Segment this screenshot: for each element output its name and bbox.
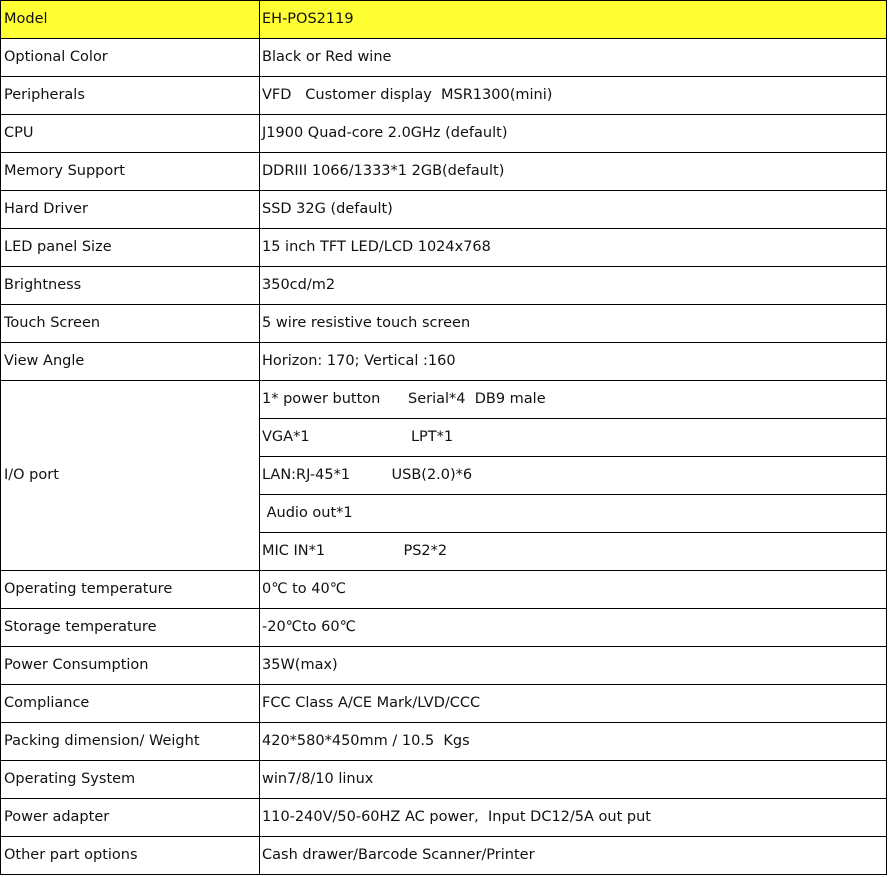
spec-value: Black or Red wine: [260, 39, 887, 77]
spec-label: Memory Support: [1, 153, 260, 191]
spec-label: Other part options: [1, 837, 260, 875]
spec-row: [1, 153, 887, 191]
spec-label: LED panel Size: [1, 229, 260, 267]
io-port-value: LAN:RJ-45*1 USB(2.0)*6: [260, 457, 887, 495]
spec-value: 110-240V/50-60HZ AC power, Input DC12/5A out put: [260, 799, 887, 837]
spec-row: [1, 343, 887, 381]
spec-value: 0℃ to 40℃: [260, 571, 887, 609]
spec-label: Power adapter: [1, 799, 260, 837]
spec-row: [1, 723, 887, 761]
spec-row: [1, 685, 887, 723]
spec-value: 15 inch TFT LED/LCD 1024x768: [260, 229, 887, 267]
spec-row: [1, 571, 887, 609]
spec-value: FCC Class A/CE Mark/LVD/CCC: [260, 685, 887, 723]
spec-label: Optional Color: [1, 39, 260, 77]
spec-row: [1, 647, 887, 685]
spec-value: Horizon: 170; Vertical :160: [260, 343, 887, 381]
spec-value: -20℃to 60℃: [260, 609, 887, 647]
spec-label: Packing dimension/ Weight: [1, 723, 260, 761]
io-port-value: Audio out*1: [260, 495, 887, 533]
spec-row: [1, 229, 887, 267]
spec-label: Brightness: [1, 267, 260, 305]
spec-row: [1, 799, 887, 837]
spec-row: [1, 267, 887, 305]
spec-row: [1, 761, 887, 799]
spec-label: Operating temperature: [1, 571, 260, 609]
spec-label: Operating System: [1, 761, 260, 799]
spec-row: [1, 77, 887, 115]
spec-label: Model: [1, 1, 260, 39]
io-port-value: VGA*1 LPT*1: [260, 419, 887, 457]
spec-value: Cash drawer/Barcode Scanner/Printer: [260, 837, 887, 875]
spec-row: [1, 837, 887, 875]
io-port-value: MIC IN*1 PS2*2: [260, 533, 887, 571]
spec-label: View Angle: [1, 343, 260, 381]
spec-row-model: [1, 1, 887, 39]
spec-value: win7/8/10 linux: [260, 761, 887, 799]
spec-row: [1, 115, 887, 153]
spec-label-io-port: I/O port: [1, 381, 260, 571]
spec-row: [1, 191, 887, 229]
spec-value: EH-POS2119: [260, 1, 887, 39]
spec-value: 350cd/m2: [260, 267, 887, 305]
spec-value: 35W(max): [260, 647, 887, 685]
spec-label: Peripherals: [1, 77, 260, 115]
spec-label: Hard Driver: [1, 191, 260, 229]
spec-label: Power Consumption: [1, 647, 260, 685]
spec-label: Touch Screen: [1, 305, 260, 343]
spec-value: 5 wire resistive touch screen: [260, 305, 887, 343]
spec-label: CPU: [1, 115, 260, 153]
spec-row: [1, 609, 887, 647]
spec-label: Storage temperature: [1, 609, 260, 647]
spec-row: [1, 39, 887, 77]
spec-label: Compliance: [1, 685, 260, 723]
spec-value: DDRIII 1066/1333*1 2GB(default): [260, 153, 887, 191]
spec-value: SSD 32G (default): [260, 191, 887, 229]
spec-value: J1900 Quad-core 2.0GHz (default): [260, 115, 887, 153]
spec-value: 420*580*450mm / 10.5 Kgs: [260, 723, 887, 761]
spec-value: VFD Customer display MSR1300(mini): [260, 77, 887, 115]
spec-row-io-port: [1, 381, 887, 419]
spec-row: [1, 305, 887, 343]
io-port-value: 1* power button Serial*4 DB9 male: [260, 381, 887, 419]
